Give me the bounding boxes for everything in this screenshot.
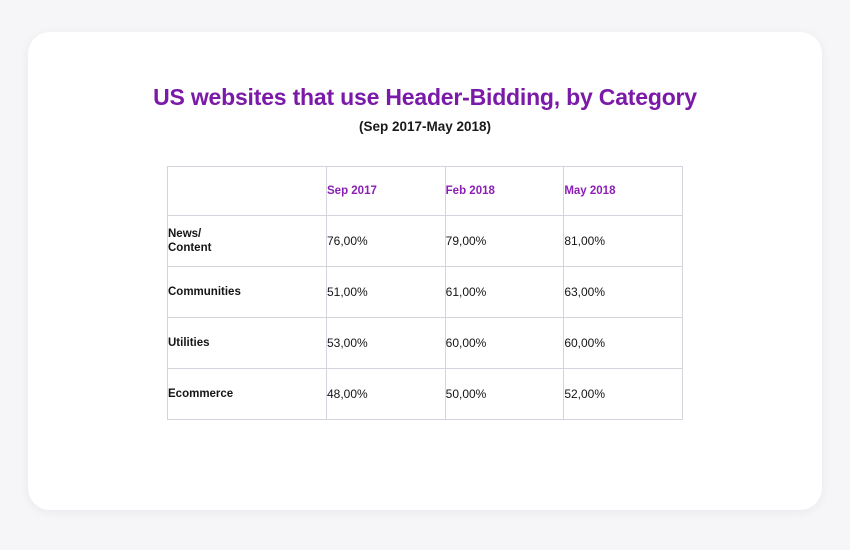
row-label-line-1: News/ xyxy=(168,227,202,240)
table-body xyxy=(168,216,683,420)
cell-utilities-may-2018: 60,00% xyxy=(564,318,683,369)
cell-ecommerce-may-2018: 52,00% xyxy=(564,369,683,420)
table-row xyxy=(168,318,683,369)
row-label-utilities xyxy=(168,318,327,369)
column-header-feb-2018: Feb 2018 xyxy=(445,167,564,216)
table-row xyxy=(168,267,683,318)
row-label-line-1: Communities xyxy=(168,285,241,298)
row-label-line-1: Utilities xyxy=(168,336,210,349)
chart-subtitle: (Sep 2017-May 2018) xyxy=(358,119,492,134)
column-header-sep-2017: Sep 2017 xyxy=(327,167,446,216)
column-header-may-2018: May 2018 xyxy=(564,167,683,216)
chart-card xyxy=(28,32,822,510)
table-header-row xyxy=(168,167,683,216)
row-label-line-1: Ecommerce xyxy=(168,387,234,400)
title-block xyxy=(28,32,822,134)
row-label-communities xyxy=(168,267,327,318)
row-label-line-2: Content xyxy=(168,242,212,254)
cell-utilities-feb-2018: 60,00% xyxy=(445,318,564,369)
data-table-wrapper xyxy=(167,166,683,420)
cell-communities-feb-2018: 61,00% xyxy=(445,267,564,318)
cell-news-content-feb-2018: 79,00% xyxy=(445,216,564,267)
cell-news-content-sep-2017: 76,00% xyxy=(327,216,446,267)
cell-communities-sep-2017: 51,00% xyxy=(327,267,446,318)
table-corner-cell xyxy=(168,167,327,216)
cell-utilities-sep-2017: 53,00% xyxy=(327,318,446,369)
cell-communities-may-2018: 63,00% xyxy=(564,267,683,318)
table-header xyxy=(168,167,683,216)
table-row xyxy=(168,369,683,420)
cell-ecommerce-feb-2018: 50,00% xyxy=(445,369,564,420)
data-table xyxy=(167,166,683,420)
cell-news-content-may-2018: 81,00% xyxy=(564,216,683,267)
page-title: US websites that use Header-Bidding, by Category xyxy=(153,84,697,110)
row-label-ecommerce xyxy=(168,369,327,420)
row-label-news-content xyxy=(168,216,327,267)
cell-ecommerce-sep-2017: 48,00% xyxy=(327,369,446,420)
table-row xyxy=(168,216,683,267)
